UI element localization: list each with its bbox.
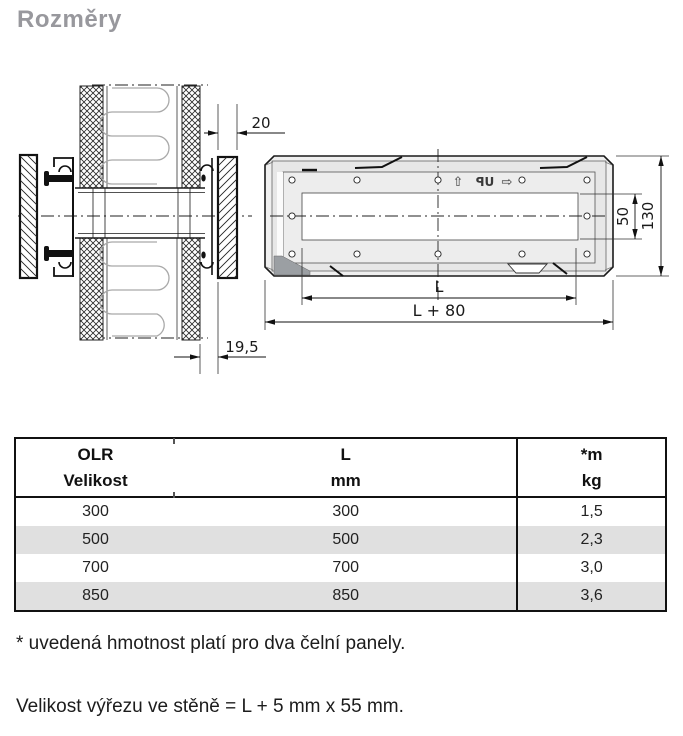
up-arrow-icon: ⇧ (452, 175, 464, 190)
table-row (16, 498, 665, 526)
dim-frame-height-label: 130 (639, 201, 657, 231)
insulation (100, 88, 169, 336)
table-header-row (16, 439, 665, 498)
up-text-mirrored: UP (475, 175, 495, 189)
up-marking (453, 175, 513, 190)
header-m-line2: kg (581, 470, 602, 490)
column-divider-tick-top (173, 438, 175, 444)
screw-bottom (44, 246, 73, 261)
cell-size: 700 (82, 559, 109, 576)
header-l-line1: L (340, 444, 351, 464)
header-cell-m (516, 439, 665, 496)
edge-highlight (277, 172, 283, 263)
table-row (16, 582, 665, 610)
header-m-line1: *m (580, 444, 603, 464)
footnote-weight: * uvedená hmotnost platí pro dva čelní panely. (16, 633, 406, 654)
cell-length: 300 (332, 503, 360, 520)
page-title: Rozměry (17, 6, 122, 33)
air-slot (302, 193, 578, 240)
header-cell-l (175, 439, 516, 496)
header-olr-line1: OLR (77, 444, 114, 464)
header-olr-line2: Velikost (63, 470, 128, 490)
cell-size: 850 (82, 587, 109, 604)
cell-weight: 3,0 (516, 554, 665, 582)
table-row (16, 554, 665, 582)
dim-mount-depth-label: 19,5 (225, 338, 259, 356)
header-cell-olr (16, 439, 175, 496)
front-panel-left (20, 155, 37, 278)
duct (75, 188, 205, 238)
dim-panel-thickness (204, 104, 285, 150)
table-row (16, 526, 665, 554)
footnote-cutout: Velikost výřezu ve stěně = L + 5 mm x 55 mm. (16, 696, 404, 717)
cell-length: 850 (332, 587, 360, 604)
dim-frame-length-label: L + 80 (412, 301, 466, 320)
cell-weight: 3,6 (516, 582, 665, 610)
front-panel-right (218, 157, 237, 278)
dim-slot-height-label: 50 (614, 206, 632, 227)
cell-weight: 2,3 (516, 526, 665, 554)
cell-length: 700 (332, 559, 360, 576)
front-view (265, 149, 669, 330)
column-divider-tick-header (173, 492, 175, 498)
header-l-line2: mm (330, 470, 361, 490)
dim-slot-length-label: L (434, 277, 444, 296)
cell-length: 500 (332, 531, 360, 548)
dim-panel-thickness-label: 20 (251, 114, 271, 132)
cell-weight: 1,5 (516, 498, 665, 526)
cell-size: 500 (82, 531, 109, 548)
size-table (14, 437, 667, 612)
right-arrow-icon: ⇨ (501, 175, 513, 190)
wall-section (80, 86, 200, 340)
screw-top (44, 171, 73, 186)
section-view (18, 85, 285, 374)
cell-size: 300 (82, 503, 109, 520)
